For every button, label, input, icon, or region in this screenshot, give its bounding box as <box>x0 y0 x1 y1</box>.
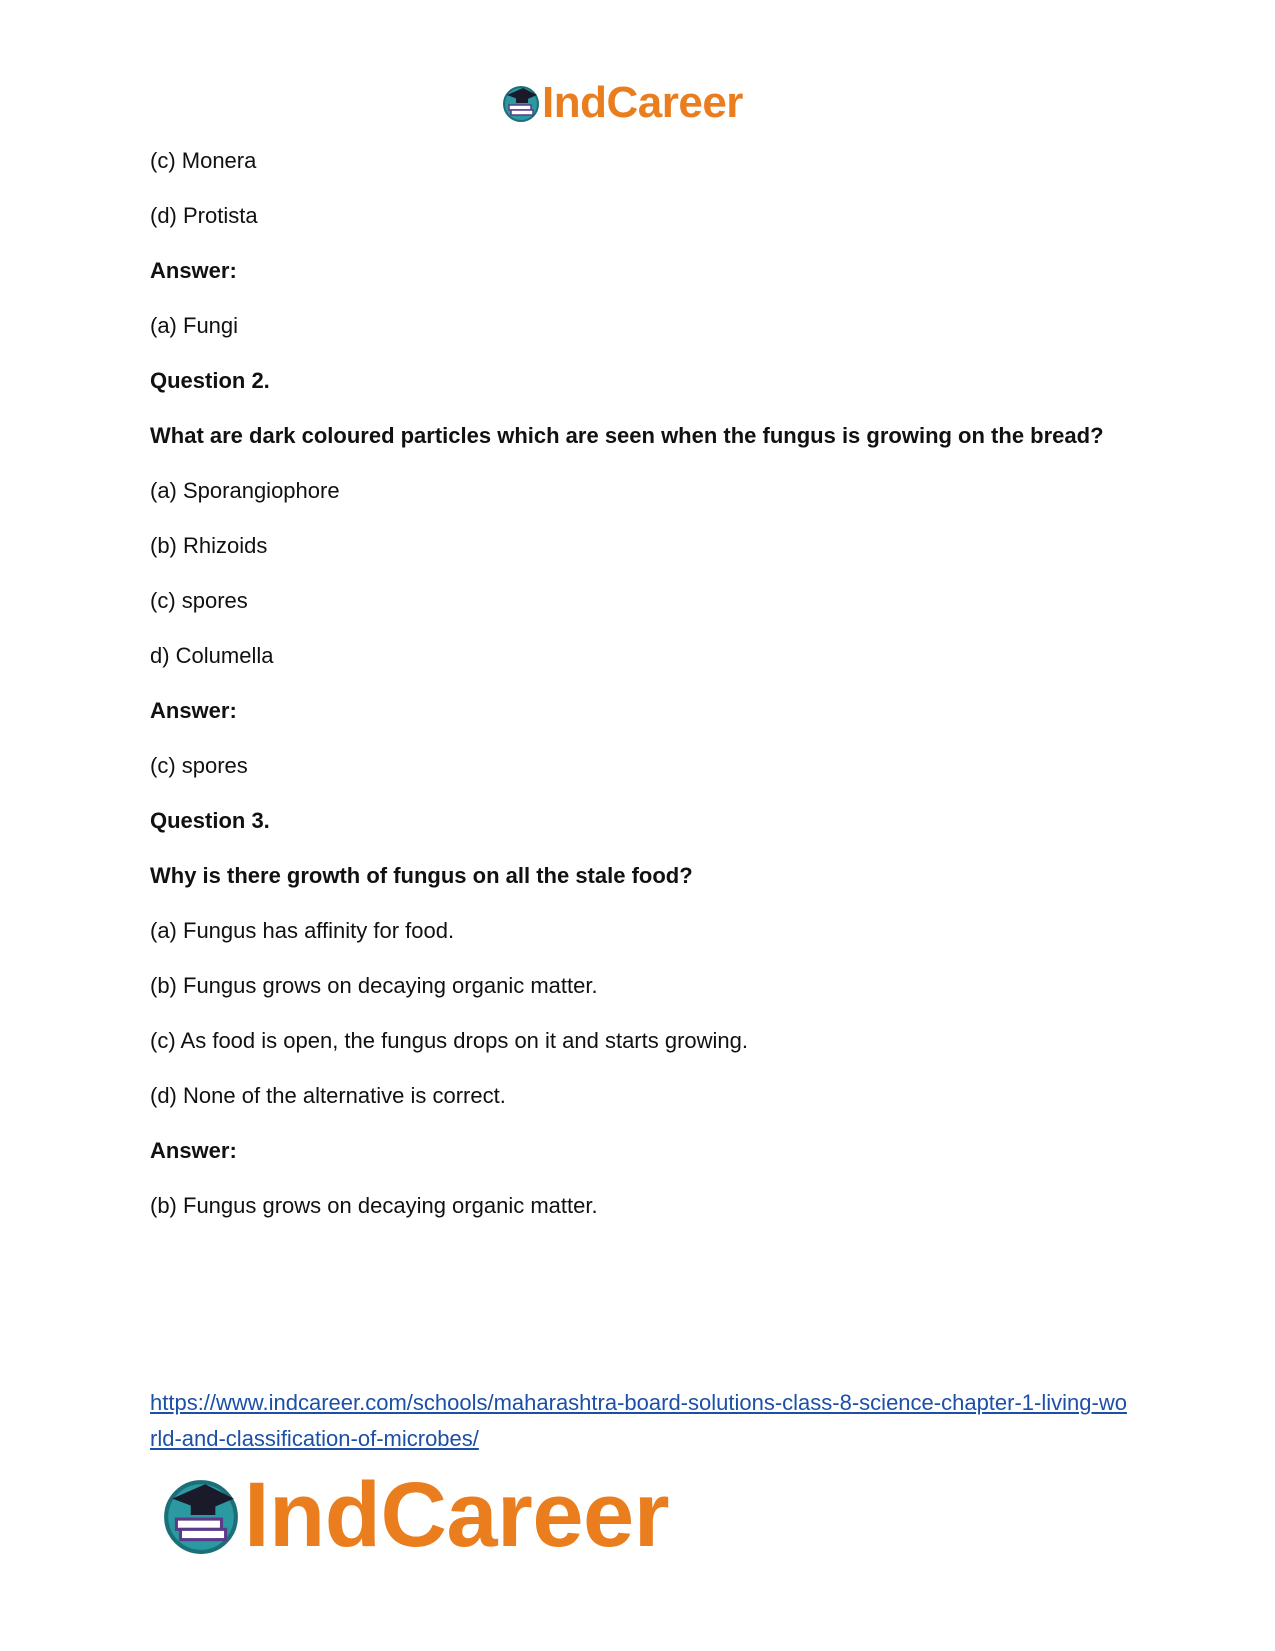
text-line: (b) Fungus grows on decaying organic matter. <box>150 1193 598 1218</box>
text-line: (d) Protista <box>150 203 258 228</box>
text-line: (c) spores <box>150 588 248 613</box>
text-line: (b) Rhizoids <box>150 533 268 558</box>
text-line: (a) Sporangiophore <box>150 478 340 503</box>
text-line: (a) Fungi <box>150 313 239 338</box>
text-line: d) Columella <box>150 643 274 668</box>
text-line: (a) Fungus has affinity for food. <box>150 918 455 943</box>
text-line: (c) As food is open, the fungus drops on it and starts growing. <box>150 1028 749 1053</box>
text-line: (c) Monera <box>150 148 257 173</box>
bold-text-line: Answer: <box>150 1138 237 1163</box>
bold-text-line: Answer: <box>150 258 237 283</box>
header-logo <box>501 78 743 128</box>
bold-text-line: Why is there growth of fungus on all the stale food? <box>150 863 693 888</box>
source-url-link[interactable]: https://www.indcareer.com/schools/maharashtra-board-solutions-class-8-science-chapter-1-living-world-and-classification-of-microbes/ <box>150 1390 1127 1451</box>
graduation-cap-book-globe-icon <box>501 83 541 123</box>
bold-text-line: Answer: <box>150 698 237 723</box>
bold-text-line: What are dark coloured particles which are seen when the fungus is growing on the bread? <box>150 423 1104 448</box>
bold-text-line: Question 2. <box>150 368 270 393</box>
bold-text-line: Question 3. <box>150 808 270 833</box>
text-line: (d) None of the alternative is correct. <box>150 1083 506 1108</box>
footer-logo <box>160 1464 669 1566</box>
text-line: (c) spores <box>150 753 248 778</box>
footer-logo-text: IndCareer <box>244 1464 669 1566</box>
text-line: (b) Fungus grows on decaying organic matter. <box>150 973 598 998</box>
graduation-cap-book-globe-icon <box>160 1474 242 1556</box>
document-body <box>150 146 1130 1246</box>
header-logo-text: IndCareer <box>542 78 743 127</box>
